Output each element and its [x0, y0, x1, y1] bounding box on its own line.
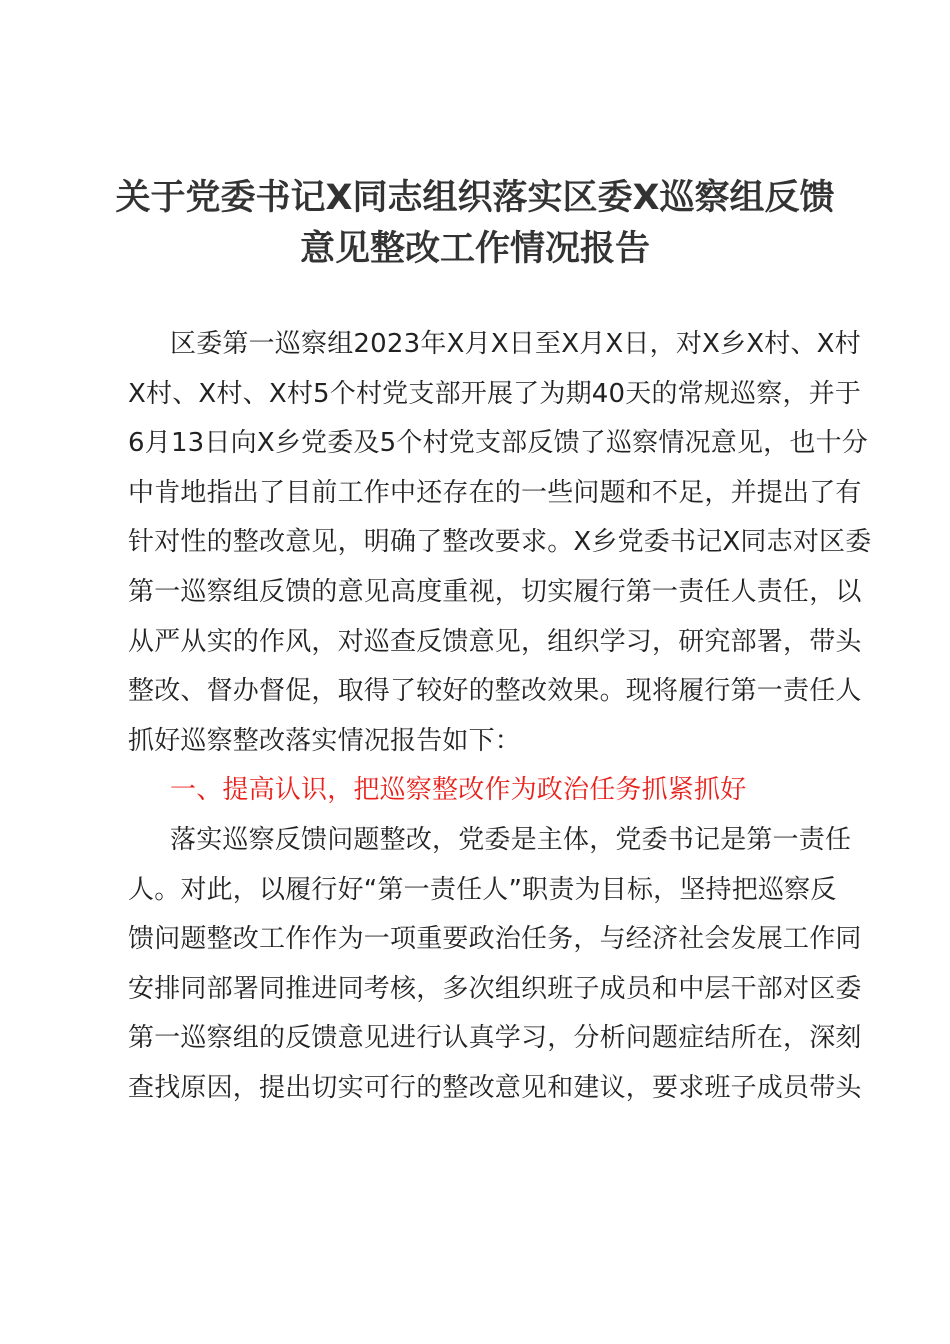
paragraph-line: 第一巡察组反馈的意见高度重视，切实履行第一责任人责任，以: [128, 576, 862, 607]
paragraph-line: 区委第一巡察组2023年X月X日至X月X日，对X乡X村、X村: [170, 329, 861, 359]
document-title: [100, 173, 850, 275]
paragraph-line: X村、X村、X村5个村党支部开展了为期40天的常规巡察，并于: [128, 378, 862, 409]
paragraph-line: 馈问题整改工作作为一项重要政治任务，与经济社会发展工作同: [128, 924, 862, 955]
paragraph-line: 落实巡察反馈问题整改，党委是主体，党委书记是第一责任: [170, 824, 852, 855]
paragraph-line: 人。对此，以履行好“第一责任人”职责为目标，坚持把巡察反: [128, 874, 837, 905]
paragraph-line: 从严从实的作风，对巡查反馈意见，组织学习，研究部署，带头: [128, 626, 862, 657]
paragraph-line: 查找原因，提出切实可行的整改意见和建议，要求班子成员带头: [128, 1072, 862, 1103]
paragraph-line: 抓好巡察整改落实情况报告如下：: [128, 725, 522, 756]
paragraph-line: 安排同部署同推进同考核，多次组织班子成员和中层干部对区委: [128, 973, 862, 1004]
paragraph-line: 针对性的整改意见，明确了整改要求。X乡党委书记X同志对区委: [128, 527, 872, 558]
paragraph-line: 6月13日向X乡党委及5个村党支部反馈了巡察情况意见，也十分: [128, 428, 868, 459]
paragraph-line: 第一巡察组的反馈意见进行认真学习，分析问题症结所在，深刻: [128, 1023, 862, 1054]
paragraph-line: 整改、督办督促，取得了较好的整改效果。现将履行第一责任人: [128, 676, 862, 707]
paragraph-line: 中肯地指出了目前工作中还存在的一些问题和不足，并提出了有: [128, 477, 862, 508]
section-heading: 一、提高认识，把巡察整改作为政治任务抓紧抓好: [170, 775, 747, 806]
title-line-2: 意见整改工作情况报告: [299, 229, 650, 269]
title-line-1: 关于党委书记X同志组织落实区委X巡察组反馈: [115, 178, 835, 218]
document-body: [128, 320, 872, 1114]
